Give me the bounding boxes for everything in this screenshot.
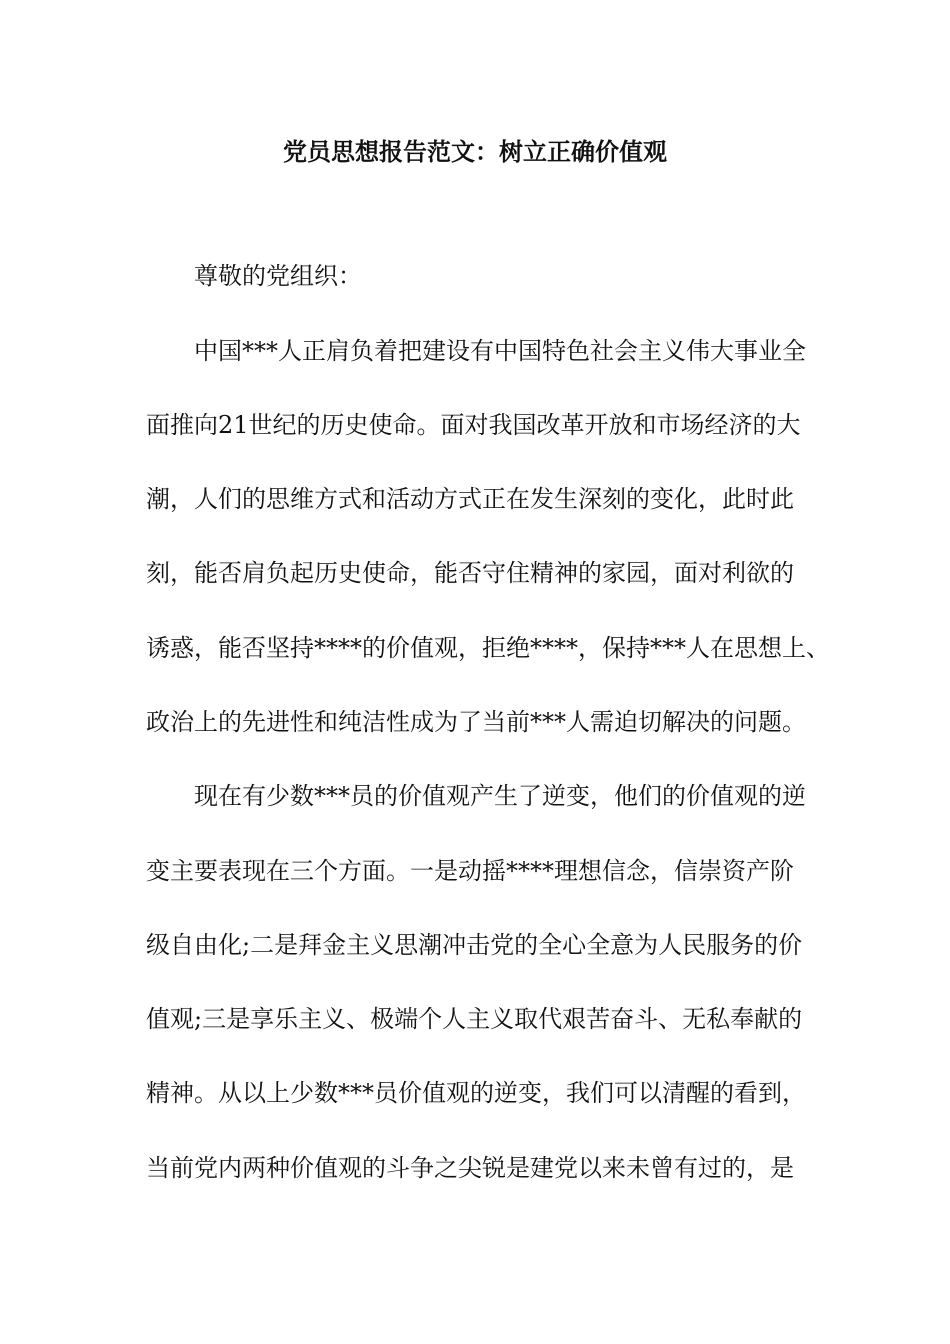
paragraph-1-line-6: 政治上的先进性和纯洁性成为了当前***人需迫切解决的问题。 <box>146 708 806 736</box>
paragraph-1-line-3: 潮，人们的思维方式和活动方式正在发生深刻的变化，此时此 <box>146 485 794 513</box>
paragraph-2-line-4: 值观;三是享乐主义、极端个人主义取代艰苦奋斗、无私奉献的 <box>146 1005 803 1033</box>
document-title: 党员思想报告范文：树立正确价值观 <box>283 137 667 166</box>
paragraph-1-line-1: 中国***人正肩负着把建设有中国特色社会主义伟大事业全 <box>194 337 806 365</box>
paragraph-1-line-5: 诱惑，能否坚持****的价值观，拒绝****，保持***人在思想上、 <box>146 634 830 662</box>
salutation: 尊敬的党组织： <box>194 262 362 290</box>
paragraph-2-line-6: 当前党内两种价值观的斗争之尖锐是建党以来未曾有过的，是 <box>146 1154 794 1182</box>
paragraph-2-line-2: 变主要表现在三个方面。一是动摇****理想信念，信崇资产阶 <box>146 857 794 885</box>
paragraph-2-line-5: 精神。从以上少数***员价值观的逆变，我们可以清醒的看到， <box>146 1079 806 1107</box>
paragraph-1-line-2: 面推向21世纪的历史使命。面对我国改革开放和市场经济的大 <box>146 411 801 439</box>
paragraph-1-line-4: 刻，能否肩负起历史使命，能否守住精神的家园，面对利欲的 <box>146 559 794 587</box>
paragraph-2-line-1: 现在有少数***员的价值观产生了逆变，他们的价值观的逆 <box>194 782 806 810</box>
paragraph-2-line-3: 级自由化;二是拜金主义思潮冲击党的全心全意为人民服务的价 <box>146 931 803 959</box>
